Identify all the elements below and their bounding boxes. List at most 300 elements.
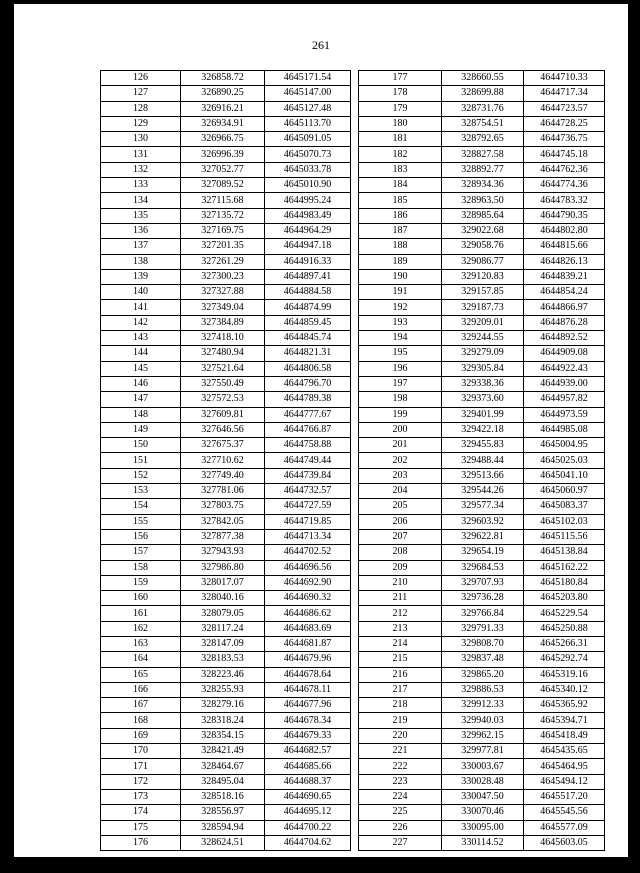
x-coordinate-cell: 328892.77 <box>442 162 524 177</box>
y-coordinate-cell: 4645229.54 <box>524 606 605 621</box>
table-row <box>359 789 605 804</box>
x-coordinate-cell: 329022.68 <box>442 223 524 238</box>
x-coordinate-cell: 328827.58 <box>442 147 524 162</box>
x-coordinate-cell: 326966.75 <box>181 132 265 147</box>
x-coordinate-cell: 328556.97 <box>181 805 265 820</box>
table-row <box>359 361 605 376</box>
table-row <box>359 820 605 835</box>
table-row <box>101 147 351 162</box>
y-coordinate-cell: 4644866.97 <box>524 300 605 315</box>
y-coordinate-cell: 4644681.87 <box>265 636 351 651</box>
table-row <box>359 682 605 697</box>
y-coordinate-cell: 4645250.88 <box>524 621 605 636</box>
point-number-cell: 153 <box>101 484 181 499</box>
y-coordinate-cell: 4644874.99 <box>265 300 351 315</box>
table-row <box>359 223 605 238</box>
point-number-cell: 194 <box>359 331 442 346</box>
point-number-cell: 206 <box>359 514 442 529</box>
y-coordinate-cell: 4644723.57 <box>524 101 605 116</box>
x-coordinate-cell: 328792.65 <box>442 132 524 147</box>
x-coordinate-cell: 327135.72 <box>181 208 265 223</box>
point-number-cell: 201 <box>359 438 442 453</box>
table-row <box>101 208 351 223</box>
table-row <box>359 86 605 101</box>
y-coordinate-cell: 4644796.70 <box>265 376 351 391</box>
point-number-cell: 165 <box>101 667 181 682</box>
y-coordinate-cell: 4644815.66 <box>524 239 605 254</box>
x-coordinate-cell: 327550.49 <box>181 376 265 391</box>
table-row <box>359 698 605 713</box>
point-number-cell: 128 <box>101 101 181 116</box>
coordinates-table-left <box>100 70 351 851</box>
point-number-cell: 126 <box>101 71 181 86</box>
point-number-cell: 227 <box>359 835 442 850</box>
y-coordinate-cell: 4644909.08 <box>524 346 605 361</box>
table-row <box>101 499 351 514</box>
y-coordinate-cell: 4645340.12 <box>524 682 605 697</box>
y-coordinate-cell: 4644692.90 <box>265 575 351 590</box>
point-number-cell: 168 <box>101 713 181 728</box>
table-row <box>101 116 351 131</box>
x-coordinate-cell: 329791.33 <box>442 621 524 636</box>
point-number-cell: 204 <box>359 484 442 499</box>
y-coordinate-cell: 4644916.33 <box>265 254 351 269</box>
y-coordinate-cell: 4644783.32 <box>524 193 605 208</box>
table-row <box>359 132 605 147</box>
point-number-cell: 208 <box>359 545 442 560</box>
x-coordinate-cell: 326890.25 <box>181 86 265 101</box>
point-number-cell: 174 <box>101 805 181 820</box>
y-coordinate-cell: 4645083.37 <box>524 499 605 514</box>
point-number-cell: 193 <box>359 315 442 330</box>
table-row <box>101 285 351 300</box>
table-row <box>359 453 605 468</box>
table-row <box>101 820 351 835</box>
x-coordinate-cell: 329305.84 <box>442 361 524 376</box>
point-number-cell: 171 <box>101 759 181 774</box>
x-coordinate-cell: 328754.51 <box>442 116 524 131</box>
x-coordinate-cell: 329187.73 <box>442 300 524 315</box>
table-row <box>359 300 605 315</box>
y-coordinate-cell: 4645266.31 <box>524 636 605 651</box>
y-coordinate-cell: 4644964.29 <box>265 223 351 238</box>
y-coordinate-cell: 4645127.48 <box>265 101 351 116</box>
y-coordinate-cell: 4644957.82 <box>524 392 605 407</box>
point-number-cell: 211 <box>359 591 442 606</box>
page-number: 261 <box>312 38 330 52</box>
y-coordinate-cell: 4644683.69 <box>265 621 351 636</box>
y-coordinate-cell: 4644790.35 <box>524 208 605 223</box>
x-coordinate-cell: 327521.64 <box>181 361 265 376</box>
x-coordinate-cell: 328223.46 <box>181 667 265 682</box>
y-coordinate-cell: 4644766.87 <box>265 422 351 437</box>
y-coordinate-cell: 4644745.18 <box>524 147 605 162</box>
table-row <box>101 636 351 651</box>
table-row <box>101 529 351 544</box>
y-coordinate-cell: 4645319.16 <box>524 667 605 682</box>
point-number-cell: 147 <box>101 392 181 407</box>
y-coordinate-cell: 4645171.54 <box>265 71 351 86</box>
table-row <box>359 560 605 575</box>
table-row <box>359 529 605 544</box>
table-row <box>101 560 351 575</box>
y-coordinate-cell: 4645464.95 <box>524 759 605 774</box>
point-number-cell: 187 <box>359 223 442 238</box>
y-coordinate-cell: 4645394.71 <box>524 713 605 728</box>
y-coordinate-cell: 4644774.36 <box>524 178 605 193</box>
x-coordinate-cell: 328318.24 <box>181 713 265 728</box>
x-coordinate-cell: 327877.38 <box>181 529 265 544</box>
x-coordinate-cell: 329736.28 <box>442 591 524 606</box>
y-coordinate-cell: 4645365.92 <box>524 698 605 713</box>
x-coordinate-cell: 328017.07 <box>181 575 265 590</box>
y-coordinate-cell: 4644826.13 <box>524 254 605 269</box>
y-coordinate-cell: 4645577.09 <box>524 820 605 835</box>
table-row <box>359 499 605 514</box>
point-number-cell: 137 <box>101 239 181 254</box>
point-number-cell: 214 <box>359 636 442 651</box>
x-coordinate-cell: 328934.36 <box>442 178 524 193</box>
y-coordinate-cell: 4644736.75 <box>524 132 605 147</box>
point-number-cell: 140 <box>101 285 181 300</box>
point-number-cell: 144 <box>101 346 181 361</box>
table-row <box>359 331 605 346</box>
table-row <box>359 744 605 759</box>
x-coordinate-cell: 328731.76 <box>442 101 524 116</box>
y-coordinate-cell: 4644690.65 <box>265 789 351 804</box>
y-coordinate-cell: 4644685.66 <box>265 759 351 774</box>
x-coordinate-cell: 328660.55 <box>442 71 524 86</box>
table-row <box>101 223 351 238</box>
x-coordinate-cell: 327609.81 <box>181 407 265 422</box>
y-coordinate-cell: 4644719.85 <box>265 514 351 529</box>
y-coordinate-cell: 4644678.34 <box>265 713 351 728</box>
x-coordinate-cell: 329209.01 <box>442 315 524 330</box>
point-number-cell: 185 <box>359 193 442 208</box>
y-coordinate-cell: 4644777.67 <box>265 407 351 422</box>
point-number-cell: 143 <box>101 331 181 346</box>
y-coordinate-cell: 4644710.33 <box>524 71 605 86</box>
x-coordinate-cell: 327418.10 <box>181 331 265 346</box>
point-number-cell: 166 <box>101 682 181 697</box>
x-coordinate-cell: 329622.81 <box>442 529 524 544</box>
x-coordinate-cell: 329654.19 <box>442 545 524 560</box>
table-row <box>101 759 351 774</box>
x-coordinate-cell: 327781.06 <box>181 484 265 499</box>
x-coordinate-cell: 327384.89 <box>181 315 265 330</box>
table-row <box>359 178 605 193</box>
y-coordinate-cell: 4645545.56 <box>524 805 605 820</box>
x-coordinate-cell: 329603.92 <box>442 514 524 529</box>
point-number-cell: 133 <box>101 178 181 193</box>
point-number-cell: 222 <box>359 759 442 774</box>
y-coordinate-cell: 4644985.08 <box>524 422 605 437</box>
y-coordinate-cell: 4645517.20 <box>524 789 605 804</box>
x-coordinate-cell: 327710.62 <box>181 453 265 468</box>
x-coordinate-cell: 326996.39 <box>181 147 265 162</box>
coordinates-table-left-body <box>101 71 351 851</box>
x-coordinate-cell: 327675.37 <box>181 438 265 453</box>
table-row <box>101 621 351 636</box>
point-number-cell: 203 <box>359 468 442 483</box>
point-number-cell: 136 <box>101 223 181 238</box>
table-row <box>101 254 351 269</box>
x-coordinate-cell: 328183.53 <box>181 652 265 667</box>
y-coordinate-cell: 4644727.59 <box>265 499 351 514</box>
table-row <box>101 453 351 468</box>
table-row <box>101 713 351 728</box>
table-row <box>101 682 351 697</box>
y-coordinate-cell: 4645147.00 <box>265 86 351 101</box>
table-row <box>101 606 351 621</box>
table-row <box>101 667 351 682</box>
table-row <box>359 514 605 529</box>
y-coordinate-cell: 4644728.25 <box>524 116 605 131</box>
table-row <box>101 300 351 315</box>
table-row <box>359 759 605 774</box>
point-number-cell: 162 <box>101 621 181 636</box>
y-coordinate-cell: 4644758.88 <box>265 438 351 453</box>
point-number-cell: 152 <box>101 468 181 483</box>
table-row <box>359 208 605 223</box>
y-coordinate-cell: 4645070.73 <box>265 147 351 162</box>
x-coordinate-cell: 327052.77 <box>181 162 265 177</box>
point-number-cell: 148 <box>101 407 181 422</box>
table-row <box>359 774 605 789</box>
point-number-cell: 145 <box>101 361 181 376</box>
table-row <box>101 835 351 850</box>
table-row <box>101 331 351 346</box>
y-coordinate-cell: 4644713.34 <box>265 529 351 544</box>
point-number-cell: 197 <box>359 376 442 391</box>
table-row <box>359 422 605 437</box>
table-row <box>101 789 351 804</box>
point-number-cell: 134 <box>101 193 181 208</box>
table-row <box>101 575 351 590</box>
point-number-cell: 216 <box>359 667 442 682</box>
x-coordinate-cell: 327169.75 <box>181 223 265 238</box>
point-number-cell: 196 <box>359 361 442 376</box>
y-coordinate-cell: 4644679.96 <box>265 652 351 667</box>
table-row <box>359 835 605 850</box>
point-number-cell: 157 <box>101 545 181 560</box>
y-coordinate-cell: 4645102.03 <box>524 514 605 529</box>
point-number-cell: 176 <box>101 835 181 850</box>
table-row <box>101 407 351 422</box>
y-coordinate-cell: 4644696.56 <box>265 560 351 575</box>
x-coordinate-cell: 330070.46 <box>442 805 524 820</box>
table-row <box>101 132 351 147</box>
point-number-cell: 199 <box>359 407 442 422</box>
x-coordinate-cell: 329766.84 <box>442 606 524 621</box>
table-row <box>359 346 605 361</box>
point-number-cell: 189 <box>359 254 442 269</box>
x-coordinate-cell: 327480.94 <box>181 346 265 361</box>
y-coordinate-cell: 4644762.36 <box>524 162 605 177</box>
point-number-cell: 218 <box>359 698 442 713</box>
table-row <box>359 667 605 682</box>
y-coordinate-cell: 4645180.84 <box>524 575 605 590</box>
x-coordinate-cell: 329422.18 <box>442 422 524 437</box>
y-coordinate-cell: 4644939.00 <box>524 376 605 391</box>
y-coordinate-cell: 4644983.49 <box>265 208 351 223</box>
x-coordinate-cell: 329373.60 <box>442 392 524 407</box>
table-row <box>359 728 605 743</box>
table-row <box>101 422 351 437</box>
table-row <box>359 407 605 422</box>
point-number-cell: 163 <box>101 636 181 651</box>
point-number-cell: 173 <box>101 789 181 804</box>
point-number-cell: 212 <box>359 606 442 621</box>
table-row <box>101 438 351 453</box>
point-number-cell: 190 <box>359 269 442 284</box>
x-coordinate-cell: 329962.15 <box>442 728 524 743</box>
point-number-cell: 183 <box>359 162 442 177</box>
table-row <box>359 575 605 590</box>
y-coordinate-cell: 4644806.58 <box>265 361 351 376</box>
x-coordinate-cell: 327646.56 <box>181 422 265 437</box>
x-coordinate-cell: 328495.04 <box>181 774 265 789</box>
table-row <box>359 315 605 330</box>
x-coordinate-cell: 330047.50 <box>442 789 524 804</box>
point-number-cell: 217 <box>359 682 442 697</box>
table-row <box>359 636 605 651</box>
y-coordinate-cell: 4644947.18 <box>265 239 351 254</box>
point-number-cell: 200 <box>359 422 442 437</box>
table-row <box>101 514 351 529</box>
y-coordinate-cell: 4645435.65 <box>524 744 605 759</box>
x-coordinate-cell: 328147.09 <box>181 636 265 651</box>
point-number-cell: 141 <box>101 300 181 315</box>
x-coordinate-cell: 329058.76 <box>442 239 524 254</box>
point-number-cell: 167 <box>101 698 181 713</box>
point-number-cell: 188 <box>359 239 442 254</box>
y-coordinate-cell: 4644686.62 <box>265 606 351 621</box>
x-coordinate-cell: 329940.03 <box>442 713 524 728</box>
x-coordinate-cell: 327261.29 <box>181 254 265 269</box>
point-number-cell: 151 <box>101 453 181 468</box>
x-coordinate-cell: 330095.00 <box>442 820 524 835</box>
table-row <box>359 71 605 86</box>
table-row <box>101 269 351 284</box>
point-number-cell: 131 <box>101 147 181 162</box>
x-coordinate-cell: 329279.09 <box>442 346 524 361</box>
table-row <box>101 652 351 667</box>
x-coordinate-cell: 328518.16 <box>181 789 265 804</box>
table-row <box>101 376 351 391</box>
point-number-cell: 181 <box>359 132 442 147</box>
y-coordinate-cell: 4644876.28 <box>524 315 605 330</box>
x-coordinate-cell: 329455.83 <box>442 438 524 453</box>
table-row <box>101 744 351 759</box>
x-coordinate-cell: 327115.68 <box>181 193 265 208</box>
point-number-cell: 220 <box>359 728 442 743</box>
y-coordinate-cell: 4644897.41 <box>265 269 351 284</box>
point-number-cell: 172 <box>101 774 181 789</box>
point-number-cell: 156 <box>101 529 181 544</box>
x-coordinate-cell: 327986.80 <box>181 560 265 575</box>
point-number-cell: 160 <box>101 591 181 606</box>
y-coordinate-cell: 4644859.45 <box>265 315 351 330</box>
x-coordinate-cell: 327300.23 <box>181 269 265 284</box>
x-coordinate-cell: 328354.15 <box>181 728 265 743</box>
table-row <box>359 621 605 636</box>
y-coordinate-cell: 4644732.57 <box>265 484 351 499</box>
table-row <box>359 545 605 560</box>
x-coordinate-cell: 328464.67 <box>181 759 265 774</box>
point-number-cell: 191 <box>359 285 442 300</box>
y-coordinate-cell: 4645115.56 <box>524 529 605 544</box>
y-coordinate-cell: 4644884.58 <box>265 285 351 300</box>
x-coordinate-cell: 329707.93 <box>442 575 524 590</box>
table-row <box>101 361 351 376</box>
point-number-cell: 139 <box>101 269 181 284</box>
y-coordinate-cell: 4645091.05 <box>265 132 351 147</box>
table-row <box>359 116 605 131</box>
x-coordinate-cell: 327803.75 <box>181 499 265 514</box>
point-number-cell: 205 <box>359 499 442 514</box>
table-row <box>359 162 605 177</box>
table-row <box>101 468 351 483</box>
point-number-cell: 192 <box>359 300 442 315</box>
y-coordinate-cell: 4645603.05 <box>524 835 605 850</box>
y-coordinate-cell: 4645010.90 <box>265 178 351 193</box>
y-coordinate-cell: 4644690.32 <box>265 591 351 606</box>
x-coordinate-cell: 328040.16 <box>181 591 265 606</box>
x-coordinate-cell: 329086.77 <box>442 254 524 269</box>
table-row <box>101 545 351 560</box>
x-coordinate-cell: 329977.81 <box>442 744 524 759</box>
x-coordinate-cell: 329912.33 <box>442 698 524 713</box>
point-number-cell: 219 <box>359 713 442 728</box>
table-row <box>359 147 605 162</box>
table-row <box>359 606 605 621</box>
table-row <box>101 86 351 101</box>
table-row <box>101 193 351 208</box>
y-coordinate-cell: 4644845.74 <box>265 331 351 346</box>
y-coordinate-cell: 4644688.37 <box>265 774 351 789</box>
table-row <box>359 193 605 208</box>
table-row <box>101 101 351 116</box>
table-row <box>359 254 605 269</box>
x-coordinate-cell: 328624.51 <box>181 835 265 850</box>
table-row <box>101 774 351 789</box>
x-coordinate-cell: 329338.36 <box>442 376 524 391</box>
x-coordinate-cell: 328255.93 <box>181 682 265 697</box>
point-number-cell: 223 <box>359 774 442 789</box>
point-number-cell: 159 <box>101 575 181 590</box>
y-coordinate-cell: 4644702.52 <box>265 545 351 560</box>
y-coordinate-cell: 4644704.62 <box>265 835 351 850</box>
point-number-cell: 132 <box>101 162 181 177</box>
y-coordinate-cell: 4645113.70 <box>265 116 351 131</box>
x-coordinate-cell: 328985.64 <box>442 208 524 223</box>
point-number-cell: 179 <box>359 101 442 116</box>
point-number-cell: 135 <box>101 208 181 223</box>
x-coordinate-cell: 329120.83 <box>442 269 524 284</box>
x-coordinate-cell: 328279.16 <box>181 698 265 713</box>
x-coordinate-cell: 328594.94 <box>181 820 265 835</box>
coordinates-table-right-body <box>359 71 605 851</box>
y-coordinate-cell: 4645203.80 <box>524 591 605 606</box>
point-number-cell: 195 <box>359 346 442 361</box>
y-coordinate-cell: 4644700.22 <box>265 820 351 835</box>
point-number-cell: 142 <box>101 315 181 330</box>
x-coordinate-cell: 327089.52 <box>181 178 265 193</box>
table-row <box>359 652 605 667</box>
point-number-cell: 169 <box>101 728 181 743</box>
x-coordinate-cell: 329401.99 <box>442 407 524 422</box>
